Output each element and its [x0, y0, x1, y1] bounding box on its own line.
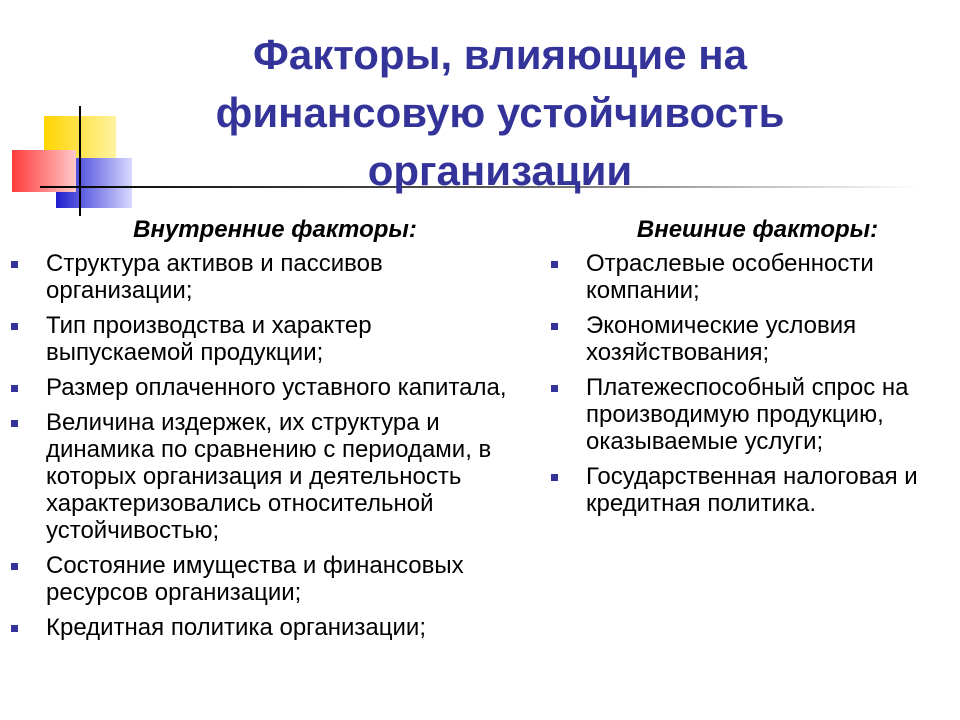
external-factors-column — [550, 214, 945, 525]
square-bullet-icon — [11, 563, 18, 570]
list-item-text: Экономические условия хозяйствования; — [586, 312, 857, 366]
square-bullet-icon — [551, 474, 558, 481]
square-bullet-icon — [551, 385, 558, 392]
vertical-line — [79, 106, 81, 216]
external-factors-heading: Внешние факторы: — [636, 216, 879, 243]
list-item-text: Размер оплаченного уставного капитала, — [46, 374, 507, 401]
internal-factors-heading: Внутренние факторы: — [133, 216, 417, 243]
list-item — [10, 374, 515, 401]
square-bullet-icon — [551, 323, 558, 330]
list-item — [10, 552, 515, 606]
list-item-text: Величина издержек, их структура и динамика по сравнению с периодами, в которых организация и деятельность характеризовались относительной устойчивостью; — [46, 409, 492, 544]
external-factors-list — [550, 250, 945, 517]
internal-factors-column — [10, 214, 515, 649]
list-item-text: Кредитная политика организации; — [46, 614, 426, 641]
square-bullet-icon — [11, 420, 18, 427]
list-item — [550, 463, 945, 517]
square-bullet-icon — [11, 261, 18, 268]
square-bullet-icon — [11, 323, 18, 330]
list-item — [550, 250, 945, 304]
square-bullet-icon — [551, 261, 558, 268]
list-item — [10, 409, 515, 544]
list-item — [550, 374, 945, 455]
red-square — [12, 150, 76, 192]
square-bullet-icon — [11, 385, 18, 392]
list-item — [550, 312, 945, 366]
square-bullet-icon — [11, 625, 18, 632]
list-item-text: Государственная налоговая и кредитная политика. — [586, 463, 918, 517]
list-item-text: Платежеспособный спрос на производимую продукцию, оказываемые услуги; — [586, 374, 909, 455]
list-item — [10, 250, 515, 304]
list-item — [10, 312, 515, 366]
internal-factors-list — [10, 250, 515, 641]
list-item-text: Тип производства и характер выпускаемой продукции; — [46, 312, 372, 366]
list-item-text: Отраслевые особенности компании; — [586, 250, 874, 304]
list-item-text: Структура активов и пассивов организации; — [46, 250, 383, 304]
slide-title: Факторы, влияющие на финансовую устойчивость организации — [215, 31, 785, 194]
list-item — [10, 614, 515, 641]
list-item-text: Состояние имущества и финансовых ресурсов организации; — [46, 552, 464, 606]
